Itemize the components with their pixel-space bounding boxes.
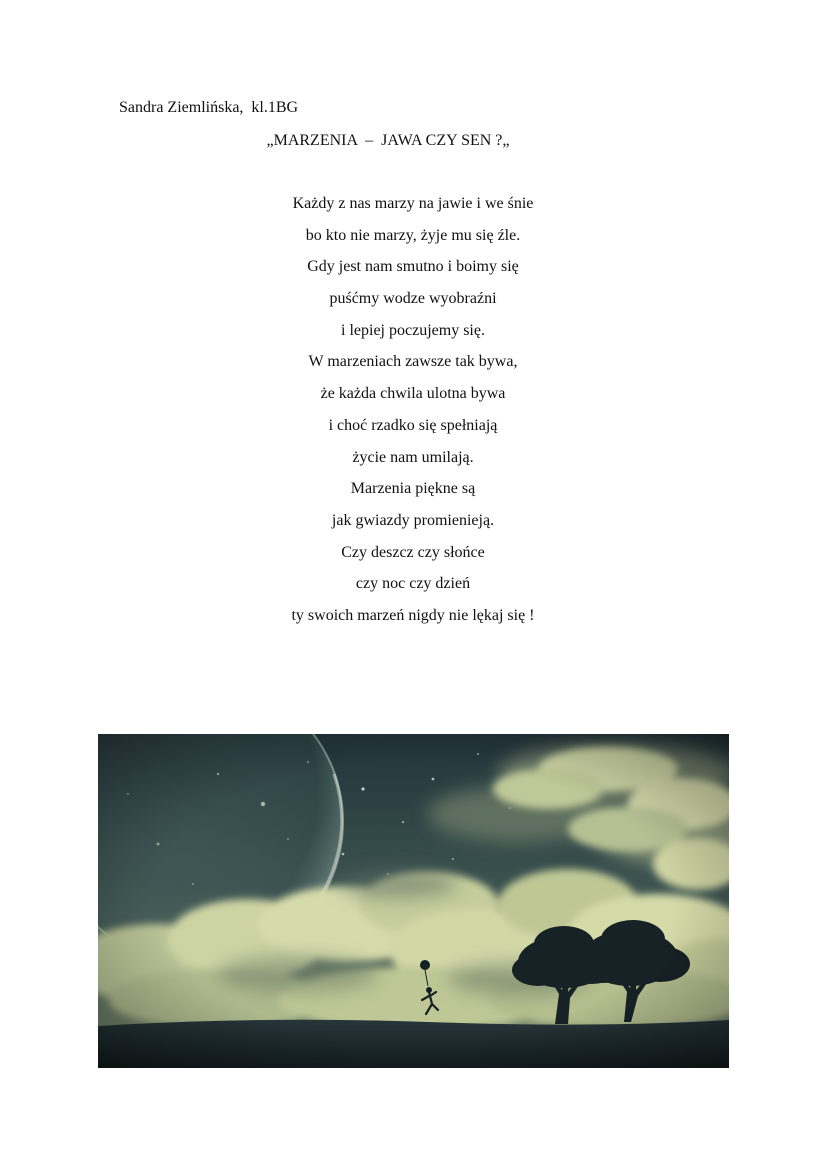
poem-title: „MARZENIA – JAWA CZY SEN ?„ [266, 132, 510, 149]
vignette [98, 734, 729, 1068]
poem-line: puśćmy wodze wyobraźni [329, 290, 497, 308]
poem-line: i lepiej poczujemy się. [341, 321, 485, 339]
poem-line: Gdy jest nam smutno i boimy się [307, 258, 519, 276]
poem-line: że każda chwila ulotna bywa [320, 385, 506, 403]
poem-line: Każdy z nas marzy na jawie i we śnie [292, 195, 534, 212]
poem-line: W marzeniach zawsze tak bywa, [308, 353, 518, 371]
poem-line: Czy deszcz czy słońce [341, 543, 485, 561]
poem-line: czy noc czy dzień [355, 575, 471, 593]
poem-line: Marzenia piękne są [350, 480, 476, 498]
author-line: Sandra Ziemlińska, kl.1BG [119, 99, 299, 116]
poem-line: i choć rzadko się spełniają [328, 416, 498, 434]
poem-line: życie nam umilają. [352, 448, 474, 466]
poem-line: ty swoich marzeń nigdy nie lękaj się ! [291, 606, 535, 624]
poem-line: bo kto nie marzy, żyje mu się źle. [305, 226, 521, 244]
poem-body [0, 194, 826, 638]
dream-illustration [98, 734, 729, 1068]
poem-line: jak gwiazdy promienieją. [331, 511, 495, 529]
